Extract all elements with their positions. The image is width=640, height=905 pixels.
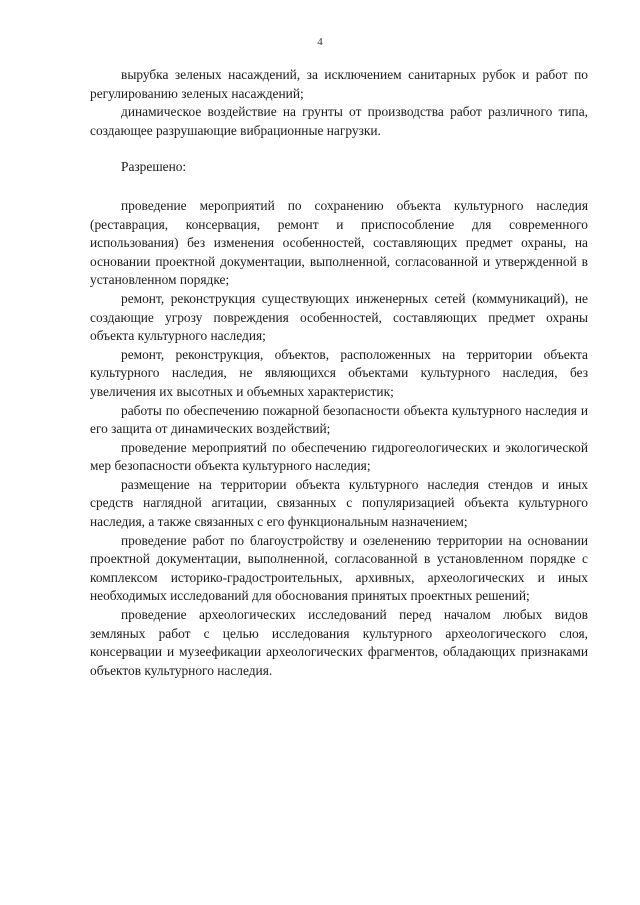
allowed-item-archaeology: проведение археологических исследований перед началом любых видов земляных работ с целью исследования культурного археологического слоя, консервации и музеефикации археологических фрагментов, обладающих признаками объектов культурного наследия. [90, 607, 588, 678]
allowed-item-utility-networks: ремонт, реконструкция существующих инженерных сетей (коммуникаций), не создающие угрозу повреждения особенностей, составляющих предмет охраны объекта культурного наследия; [90, 290, 588, 344]
allowed-item-landscaping: проведение работ по благоустройству и озеленению территории на основании проектной документации, выполненной, согласованной в установленном порядке с комплексом историко-градостроительных, архивных, археологических и иных необходимых исследований для обоснования принятых проектных решений; [90, 532, 588, 604]
allowed-item-information-stands: размещение на территории объекта культурного наследия стендов и иных средств наглядной агитации, связанных с популяризацией объекта культурного наследия, а также связанных с его функциональным назначением; [90, 476, 588, 530]
allowed-item-hydrogeology: проведение мероприятий по обеспечению гидрогеологических и экологической мер безопасности объекта культурного наследия; [90, 439, 588, 474]
prohibited-item-logging: вырубка зеленых насаждений, за исключением санитарных рубок и работ по регулированию зеленых насаждений; [90, 67, 588, 101]
allowed-heading: Разрешено: [121, 159, 187, 175]
allowed-item-preservation: проведение мероприятий по сохранению объекта культурного наследия (реставрация, консервация, ремонт и приспособление для современного использования) без изменения особенностей, составляющих предмет охраны, на основании проектной документации, выполненной, согласованной и утвержденной в установленном порядке; [90, 197, 588, 288]
document-body [90, 66, 588, 680]
prohibited-item-vibration: динамическое воздействие на грунты от производства работ различного типа, создающее разрушающие вибрационные нагрузки. [90, 104, 588, 138]
allowed-item-fire-safety: работы по обеспечению пожарной безопасности объекта культурного наследия и его защита от динамических воздействий; [90, 402, 588, 437]
page-number: 4 [317, 36, 323, 48]
allowed-item-non-heritage-objects: ремонт, реконструкция, объектов, расположенных на территории объекта культурного наследия, не являющихся объектами культурного наследия, без увеличения их высотных и объемных характеристик; [90, 346, 588, 399]
